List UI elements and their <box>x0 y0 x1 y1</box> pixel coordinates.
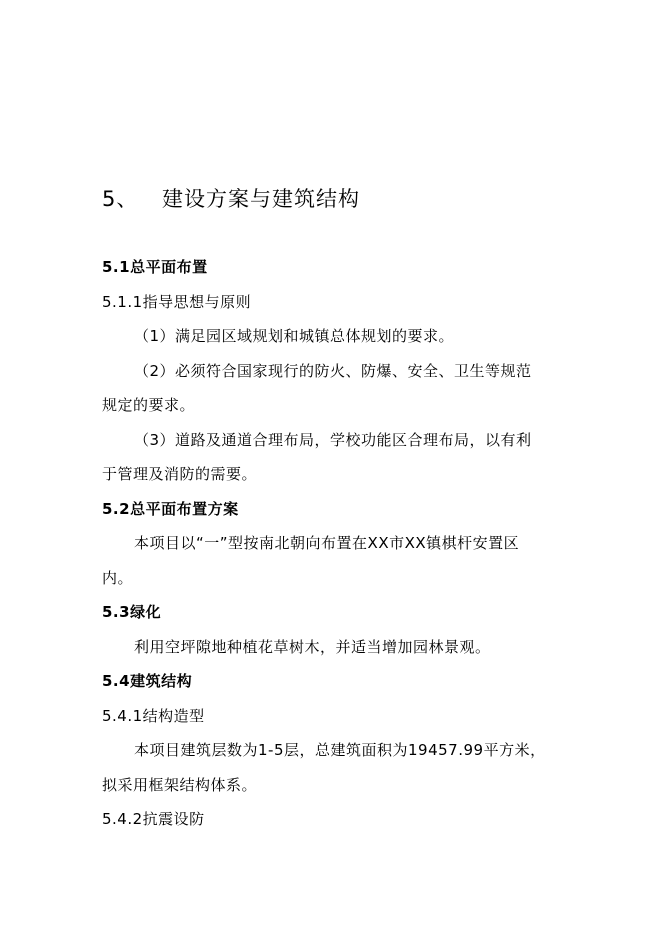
section-heading-5-3: 5.3绿化 <box>102 603 162 621</box>
paragraph-layout-line-2: 内。 <box>102 569 134 587</box>
section-heading-5-4: 5.4建筑结构 <box>102 672 193 690</box>
subsection-heading-5-1-1: 5.1.1指导思想与原则 <box>102 293 252 311</box>
paragraph-principle-3-line-1: （3）道路及通道合理布局，学校功能区合理布局，以有利 <box>134 431 532 449</box>
paragraph-structure-line-1: 本项目建筑层数为1-5层，总建筑面积为19457.99平方米， <box>134 741 546 759</box>
section-heading-5-1: 5.1总平面布置 <box>102 258 208 276</box>
chapter-number: 5、 <box>102 187 139 211</box>
section-heading-5-2: 5.2总平面布置方案 <box>102 500 239 518</box>
paragraph-greening: 利用空坪隙地种植花草树木，并适当增加园林景观。 <box>134 638 491 656</box>
paragraph-principle-2-line-1: （2）必须符合国家现行的防火、防爆、安全、卫生等规范 <box>134 362 532 380</box>
paragraph-principle-3-line-2: 于管理及消防的需要。 <box>102 465 258 483</box>
paragraph-structure-line-2: 拟采用框架结构体系。 <box>102 776 258 794</box>
paragraph-layout-line-1: 本项目以“一”型按南北朝向布置在XX市XX镇棋杆安置区 <box>134 534 520 552</box>
subsection-heading-5-4-2: 5.4.2抗震设防 <box>102 810 205 828</box>
subsection-heading-5-4-1: 5.4.1结构造型 <box>102 707 205 725</box>
paragraph-principle-2-line-2: 规定的要求。 <box>102 396 196 414</box>
chapter-title-text: 建设方案与建筑结构 <box>162 187 360 211</box>
paragraph-principle-1: （1）满足园区域规划和城镇总体规划的要求。 <box>134 327 455 345</box>
chapter-title <box>102 186 360 212</box>
